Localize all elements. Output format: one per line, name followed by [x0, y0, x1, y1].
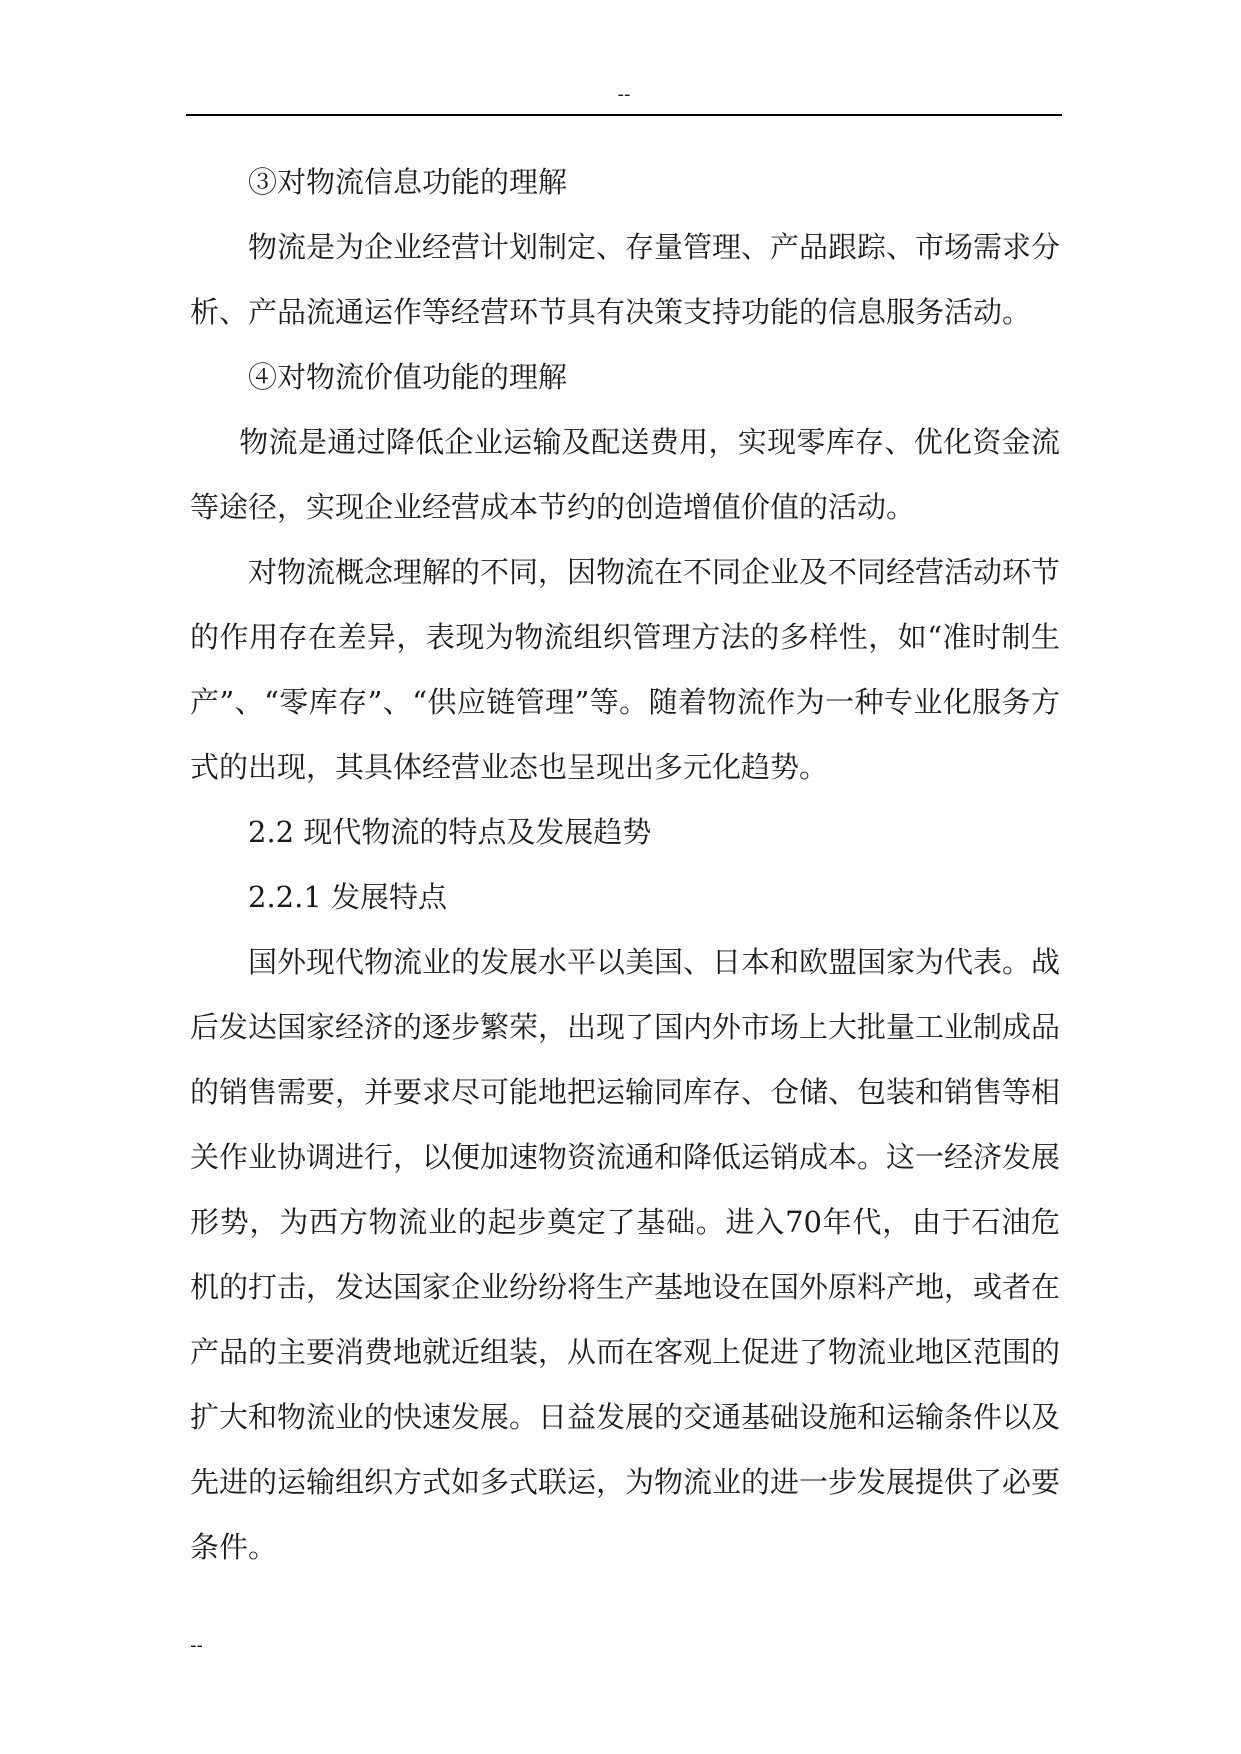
page-header: [186, 82, 1062, 116]
footer-mark: --: [190, 1635, 203, 1656]
value-function-paragraph: 物流是通过降低企业运输及配送费用，实现零库存、优化资金流等途径，实现企业经营成本节约的创造增值价值的活动。: [190, 425, 1060, 524]
section-heading-2-2: 2.2 现代物流的特点及发展趋势: [248, 815, 652, 849]
value-function-heading: ④对物流价值功能的理解: [248, 360, 568, 394]
header-mark: --: [617, 84, 631, 105]
document-body: [190, 150, 1060, 1580]
info-function-heading: ③对物流信息功能的理解: [248, 165, 568, 199]
info-function-paragraph: 物流是为企业经营计划制定、存量管理、产品跟踪、市场需求分析、产品流通运作等经营环节具有决策支持功能的信息服务活动。: [190, 230, 1061, 329]
concept-diversity-paragraph: 对物流概念理解的不同，因物流在不同企业及不同经营活动环节的作用存在差异，表现为物流组织管理方法的多样性，如“准时制生产”、“零库存”、“供应链管理”等。随着物流作为一种专业化服务方式的出现，其具体经营业态也呈现出多元化趋势。: [190, 555, 1061, 784]
section-heading-2-2-1: 2.2.1 发展特点: [248, 880, 448, 914]
foreign-development-paragraph: 国外现代物流业的发展水平以美国、日本和欧盟国家为代表。战后发达国家经济的逐步繁荣，出现了国内外市场上大批量工业制成品的销售需要，并要求尽可能地把运输同库存、仓储、包装和销售等相关作业协调进行，以便加速物资流通和降低运销成本。这一经济发展形势，为西方物流业的起步奠定了基础。进入70年代，由于石油危机的打击，发达国家企业纷纷将生产基地设在国外原料产地，或者在产品的主要消费地就近组装，从而在客观上促进了物流业地区范围的扩大和物流业的快速发展。日益发展的交通基础设施和运输条件以及先进的运输组织方式如多式联运，为物流业的进一步发展提供了必要条件。: [190, 945, 1061, 1564]
